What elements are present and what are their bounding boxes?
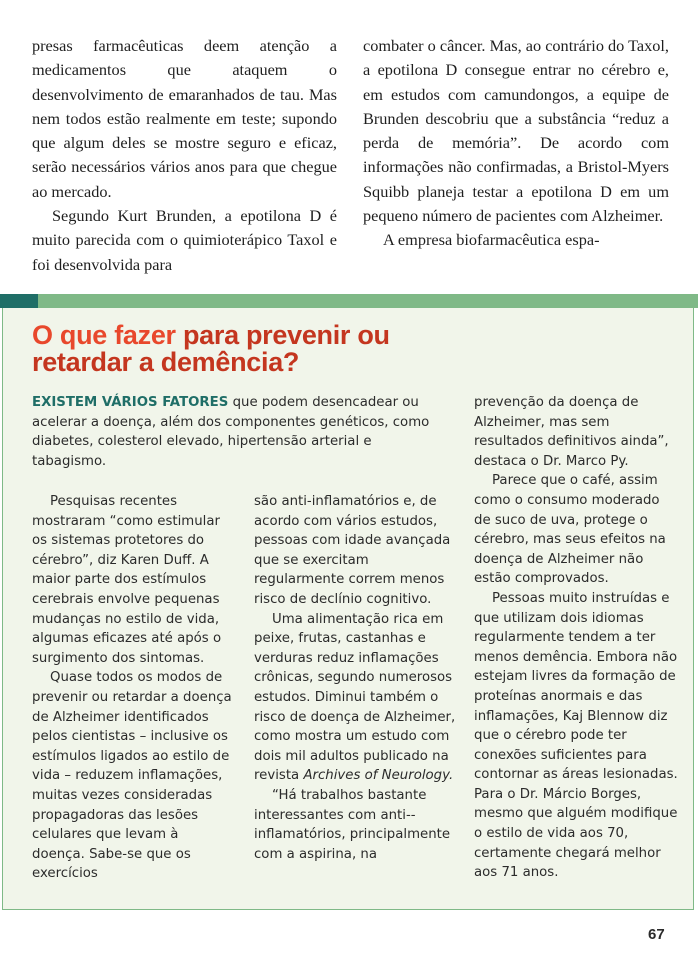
sidebar-paragraph: “Há trabalhos bastante interessantes com anti--inflamatórios, principalmente com a aspirina, na [254, 787, 451, 862]
sidebar-paragraph: Pesquisas recentes mostraram “como estimular os sistemas protetores do cérebro”, diz Karen Duff. A maior parte dos estímulos cerebrais envolve pequenas mudanças no estilo de vida, algumas eficazes até após o surgimento dos sintomas. [32, 494, 222, 666]
article-paragraph: A empresa biofarmacêutica espa- [383, 230, 600, 250]
page-number: 67 [648, 926, 665, 943]
sidebar-paragraph-text: Uma alimentação rica em peixe, frutas, castanhas e verduras reduz inflamações crônicas, segundo numerosos estudos. Diminui também o risco de doença de Alzheimer, como mostra um estudo com dois mil adultos publicado na revista [254, 611, 456, 784]
article-column-right [363, 34, 669, 253]
sidebar-title-part2: para prevenir ou retardar a demência? [32, 320, 390, 377]
sidebar-paragraph: são anti-inflamatórios e, de acordo com vários estudos, pessoas com idade avançada que se exercitam regularmente correm menos risco de declínio cognitivo. [254, 494, 451, 607]
intro-text: que podem desencadear ou acelerar a doença, além dos componentes genéticos, como diabetes, colesterol elevado, hipertensão arterial e tabagismo. [32, 395, 430, 469]
sidebar-paragraph: Parece que o café, assim como o consumo moderado de suco de uva, protege o cérebro, mas seus efeitos na doença de Alzheimer não estão comprovados. [474, 473, 666, 587]
sidebar-band-accent [0, 294, 38, 308]
sidebar-intro [32, 393, 442, 471]
journal-name: Archives of Neurology. [303, 768, 454, 784]
sidebar-column-1 [32, 492, 232, 884]
sidebar-column-3 [474, 393, 680, 883]
sidebar-band [38, 294, 698, 308]
sidebar-paragraph: Quase todos os modos de prevenir ou retardar a doença de Alzheimer identificados pelos cientistas – inclusive os estímulos ligados ao estilo de vida – reduzem inflamações, muitas vezes consideradas propagadoras das lesões celulares que levam à doença. Sabe-se que os exercícios [32, 670, 232, 882]
sidebar-paragraph [254, 610, 459, 786]
intro-lead: EXISTEM VÁRIOS FATORES [32, 395, 229, 410]
article-paragraph: Segundo Kurt Brunden, a epotilona D é muito parecida com o quimioterápico Taxol e foi desenvolvida para [32, 206, 337, 274]
sidebar-paragraph: prevenção da doença de Alzheimer, mas sem resultados definitivos ainda”, destaca o Dr. Marco Py. [474, 395, 669, 469]
article-paragraph: presas farmacêuticas deem atenção a medicamentos que ataquem o desenvolvimento de emaranhados de tau. Mas nem todos estão realmente em teste; supondo que algum deles se mostre seguro e eficaz, serão necessários vários anos para que chegue ao mercado. [32, 36, 337, 201]
sidebar-title [32, 322, 492, 376]
article-column-left [32, 34, 337, 277]
sidebar-paragraph: Pessoas muito instruídas e que utilizam dois idiomas regularmente tendem a ter menos demência. Embora não estejam livres da formação de proteínas anormais e das inflamações, Kaj Blennow diz que o cérebro pode ter conexões suficientes para contornar as áreas lesionadas. Para o Dr. Márcio Borges, mesmo que alguém modifique o estilo de vida aos 70, certamente chegará melhor aos 71 anos. [474, 590, 678, 881]
sidebar-title-part1: O que fazer [32, 320, 183, 350]
sidebar-column-2 [254, 492, 459, 864]
article-paragraph: combater o câncer. Mas, ao contrário do Taxol, a epotilona D consegue entrar no cérebro e, em estudos com camundongos, a equipe de Brunden descobriu que a substância “reduz a perda de memória”. De acordo com informações não confirmadas, a Bristol-Myers Squibb planeja testar a epotilona D em um pequeno número de pacientes com Alzheimer. [363, 36, 669, 226]
